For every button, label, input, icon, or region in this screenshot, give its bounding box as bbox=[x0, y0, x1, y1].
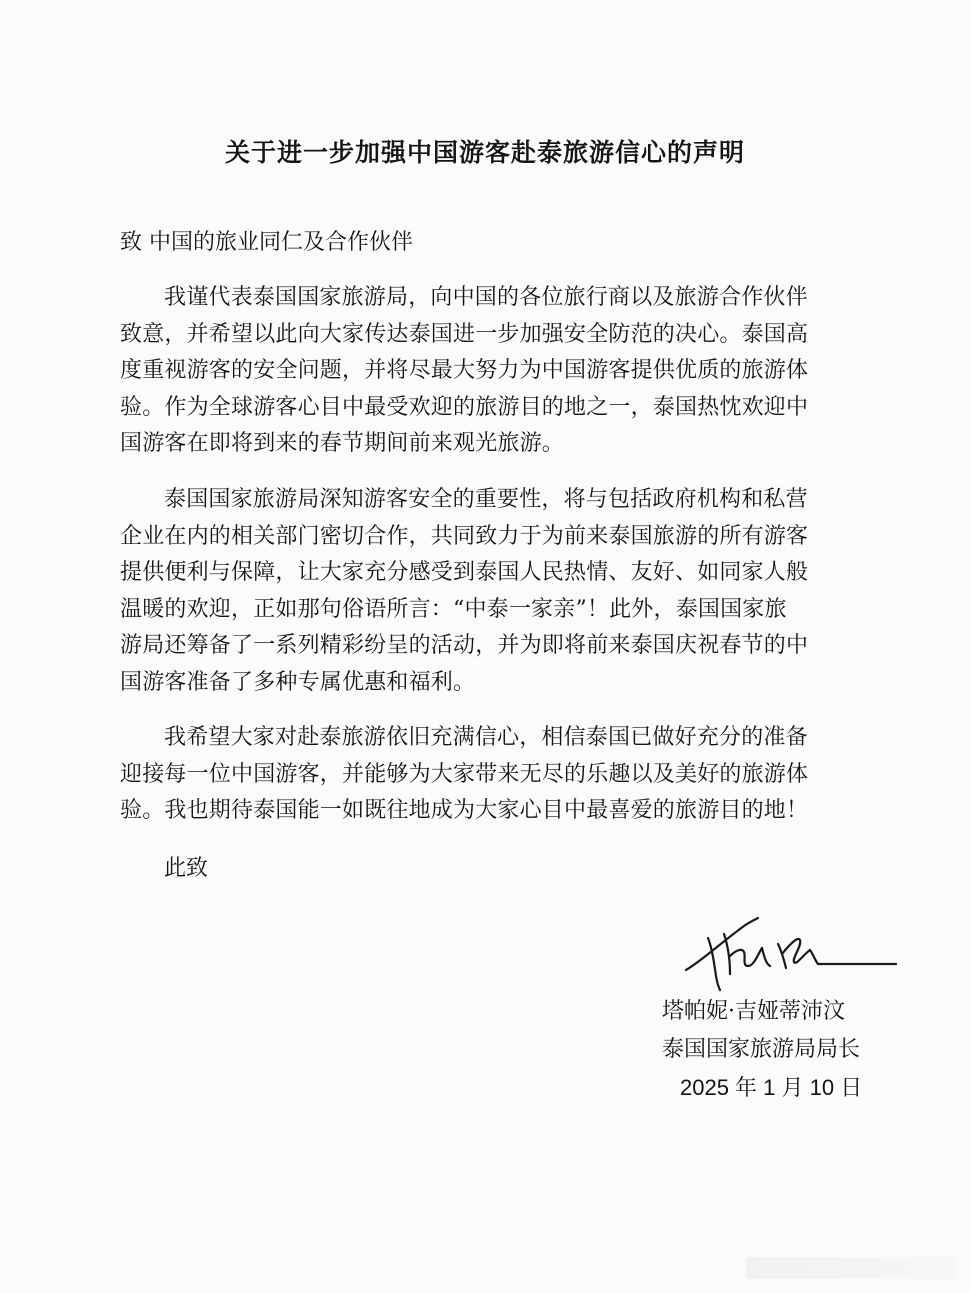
paragraph-line: 我谨代表泰国国家旅游局，向中国的各位旅行商以及旅游合作伙伴 bbox=[164, 285, 808, 310]
paragraph-line: 泰国国家旅游局深知游客安全的重要性，将与包括政府机构和私营 bbox=[164, 487, 808, 512]
letter-date: 2025 年 1 月 10 日 bbox=[680, 1075, 863, 1100]
paragraph-3 bbox=[120, 720, 870, 830]
paragraph-line: 提供便利与保障，让大家充分感受到泰国人民热情、友好、如同家人般 bbox=[120, 560, 809, 585]
paragraph-line: 企业在内的相关部门密切合作，共同致力于为前来泰国旅游的所有游客 bbox=[120, 523, 809, 549]
paragraph-line: 度重视游客的安全问题，并将尽最大努力为中国游客提供优质的旅游体 bbox=[120, 358, 809, 383]
handwritten-signature bbox=[678, 904, 900, 992]
paragraph-line: 验。作为全球游客心目中最受欢迎的旅游目的地之一，泰国热忱欢迎中 bbox=[120, 394, 809, 420]
closing: 此致 bbox=[164, 856, 209, 881]
letter-title: 关于进一步加强中国游客赴泰旅游信心的声明 bbox=[224, 138, 745, 167]
signatory-name: 塔帕妮·吉娅蒂沛汶 bbox=[662, 999, 845, 1024]
signature-block bbox=[600, 993, 900, 1107]
paragraph-2 bbox=[120, 482, 870, 701]
salutation: 致 中国的旅业同仁及合作伙伴 bbox=[120, 230, 413, 255]
paragraph-line: 国游客准备了多种专属优惠和福利。 bbox=[120, 669, 476, 695]
watermark bbox=[746, 1257, 956, 1279]
paragraph-line: 致意，并希望以此向大家传达泰国进一步加强安全防范的决心。泰国高 bbox=[120, 321, 809, 347]
signatory-position: 泰国国家旅游局局长 bbox=[662, 1037, 861, 1062]
paragraph-1 bbox=[120, 280, 870, 463]
paragraph-line: 验。我也期待泰国能一如既往地成为大家心目中最喜爱的旅游目的地！ bbox=[120, 798, 809, 823]
paragraph-line: 国游客在即将到来的春节期间前来观光旅游。 bbox=[120, 431, 565, 456]
paragraph-line: 游局还筹备了一系列精彩纷呈的活动，并为即将前来泰国庆祝春节的中 bbox=[120, 633, 809, 658]
paragraph-line: 温暖的欢迎，正如那句俗语所言：“中泰一家亲”！此外，泰国国家旅 bbox=[120, 596, 787, 622]
paragraph-line: 迎接每一位中国游客，并能够为大家带来无尽的乐趣以及美好的旅游体 bbox=[120, 761, 809, 787]
paragraph-line: 我希望大家对赴泰旅游依旧充满信心，相信泰国已做好充分的准备 bbox=[164, 725, 808, 750]
